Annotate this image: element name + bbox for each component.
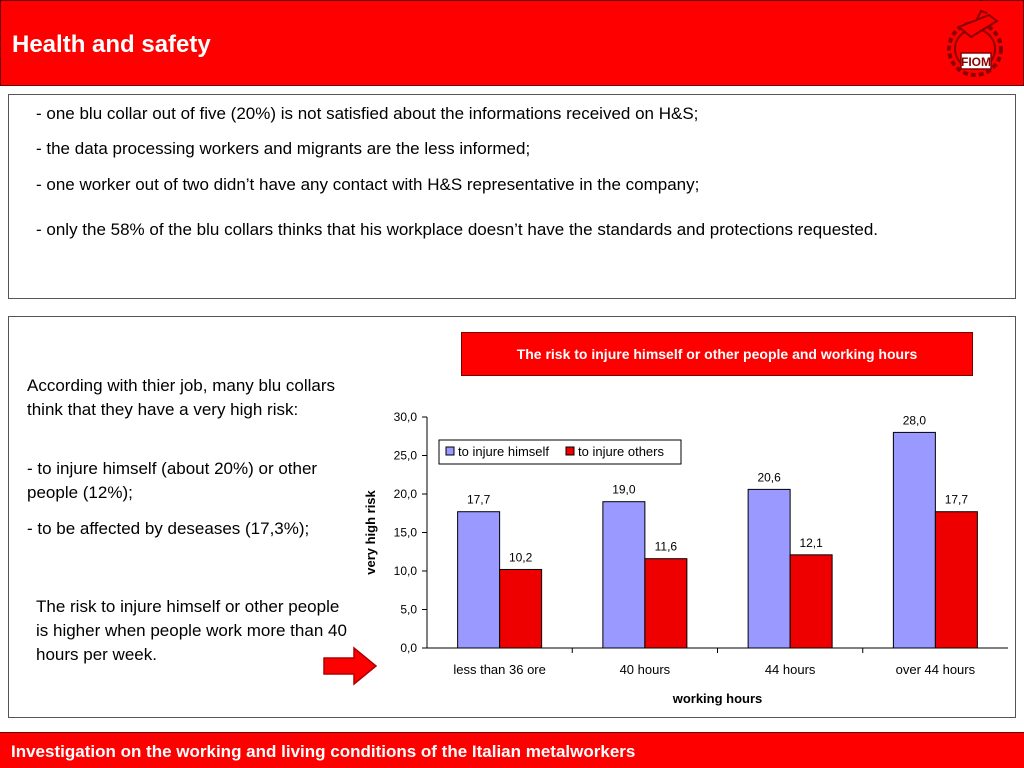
y-tick-label: 10,0 <box>393 564 417 578</box>
data-label: 20,6 <box>757 470 781 485</box>
bar <box>935 512 977 648</box>
x-axis-title: working hours <box>672 691 763 706</box>
data-label: 28,0 <box>902 413 927 428</box>
x-tick-label: 40 hours <box>619 662 671 677</box>
legend-swatch <box>446 447 454 455</box>
y-tick-label: 5,0 <box>400 602 417 617</box>
data-label: 12,1 <box>799 535 823 550</box>
bar <box>790 555 832 648</box>
risk-item-injury: - to injure himself (about 20%) or other people (12%); <box>27 459 318 502</box>
data-label: 17,7 <box>944 492 969 507</box>
y-tick-label: 30,0 <box>393 410 417 424</box>
x-tick-label: over 44 hours <box>895 662 976 677</box>
legend-label: to injure himself <box>458 444 550 459</box>
summary-bullet: - the data processing workers and migrants are the less informed; <box>36 139 531 158</box>
bar <box>603 502 645 648</box>
footer-text: Investigation on the working and living conditions of the Italian metalworkers <box>11 742 636 761</box>
data-label: 10,2 <box>508 550 533 565</box>
data-label: 17,7 <box>466 492 491 507</box>
x-tick-label: 44 hours <box>764 662 816 677</box>
data-label: 11,6 <box>654 539 678 554</box>
y-tick-label: 15,0 <box>393 525 417 540</box>
risk-intro-text: According with thier job, many blu collars think that they have a very high risk: <box>27 376 336 419</box>
y-axis-title: very high risk <box>363 490 378 575</box>
bar <box>645 559 687 648</box>
y-tick-label: 20,0 <box>393 487 417 501</box>
page-title: Health and safety <box>12 31 211 58</box>
bar <box>748 489 790 648</box>
svg-text:FIOM: FIOM <box>961 55 991 69</box>
bar <box>500 569 542 648</box>
bar <box>458 512 500 648</box>
summary-bullet: - one blu collar out of five (20%) is not satisfied about the informations received on H&S; <box>36 104 699 123</box>
summary-bullet: - only the 58% of the blu collars thinks that his workplace doesn’t have the standards and protections requested. <box>36 220 878 239</box>
risk-item-disease: - to be affected by deseases (17,3%); <box>27 519 310 538</box>
risk-conclusion-text: The risk to injure himself or other people is higher when people work more than 40 hours per week. <box>36 597 347 664</box>
x-tick-label: less than 36 ore <box>453 662 546 677</box>
chart-title: The risk to injure himself or other people and working hours <box>516 346 918 362</box>
footer-banner <box>0 732 1024 768</box>
legend-swatch <box>566 447 574 455</box>
legend-label: to injure others <box>578 444 664 459</box>
summary-bullet: - one worker out of two didn’t have any contact with H&S representative in the company; <box>36 175 700 194</box>
bar <box>893 432 935 648</box>
y-tick-label: 25,0 <box>393 448 417 463</box>
y-tick-label: 0,0 <box>400 641 417 655</box>
data-label: 19,0 <box>612 482 636 497</box>
